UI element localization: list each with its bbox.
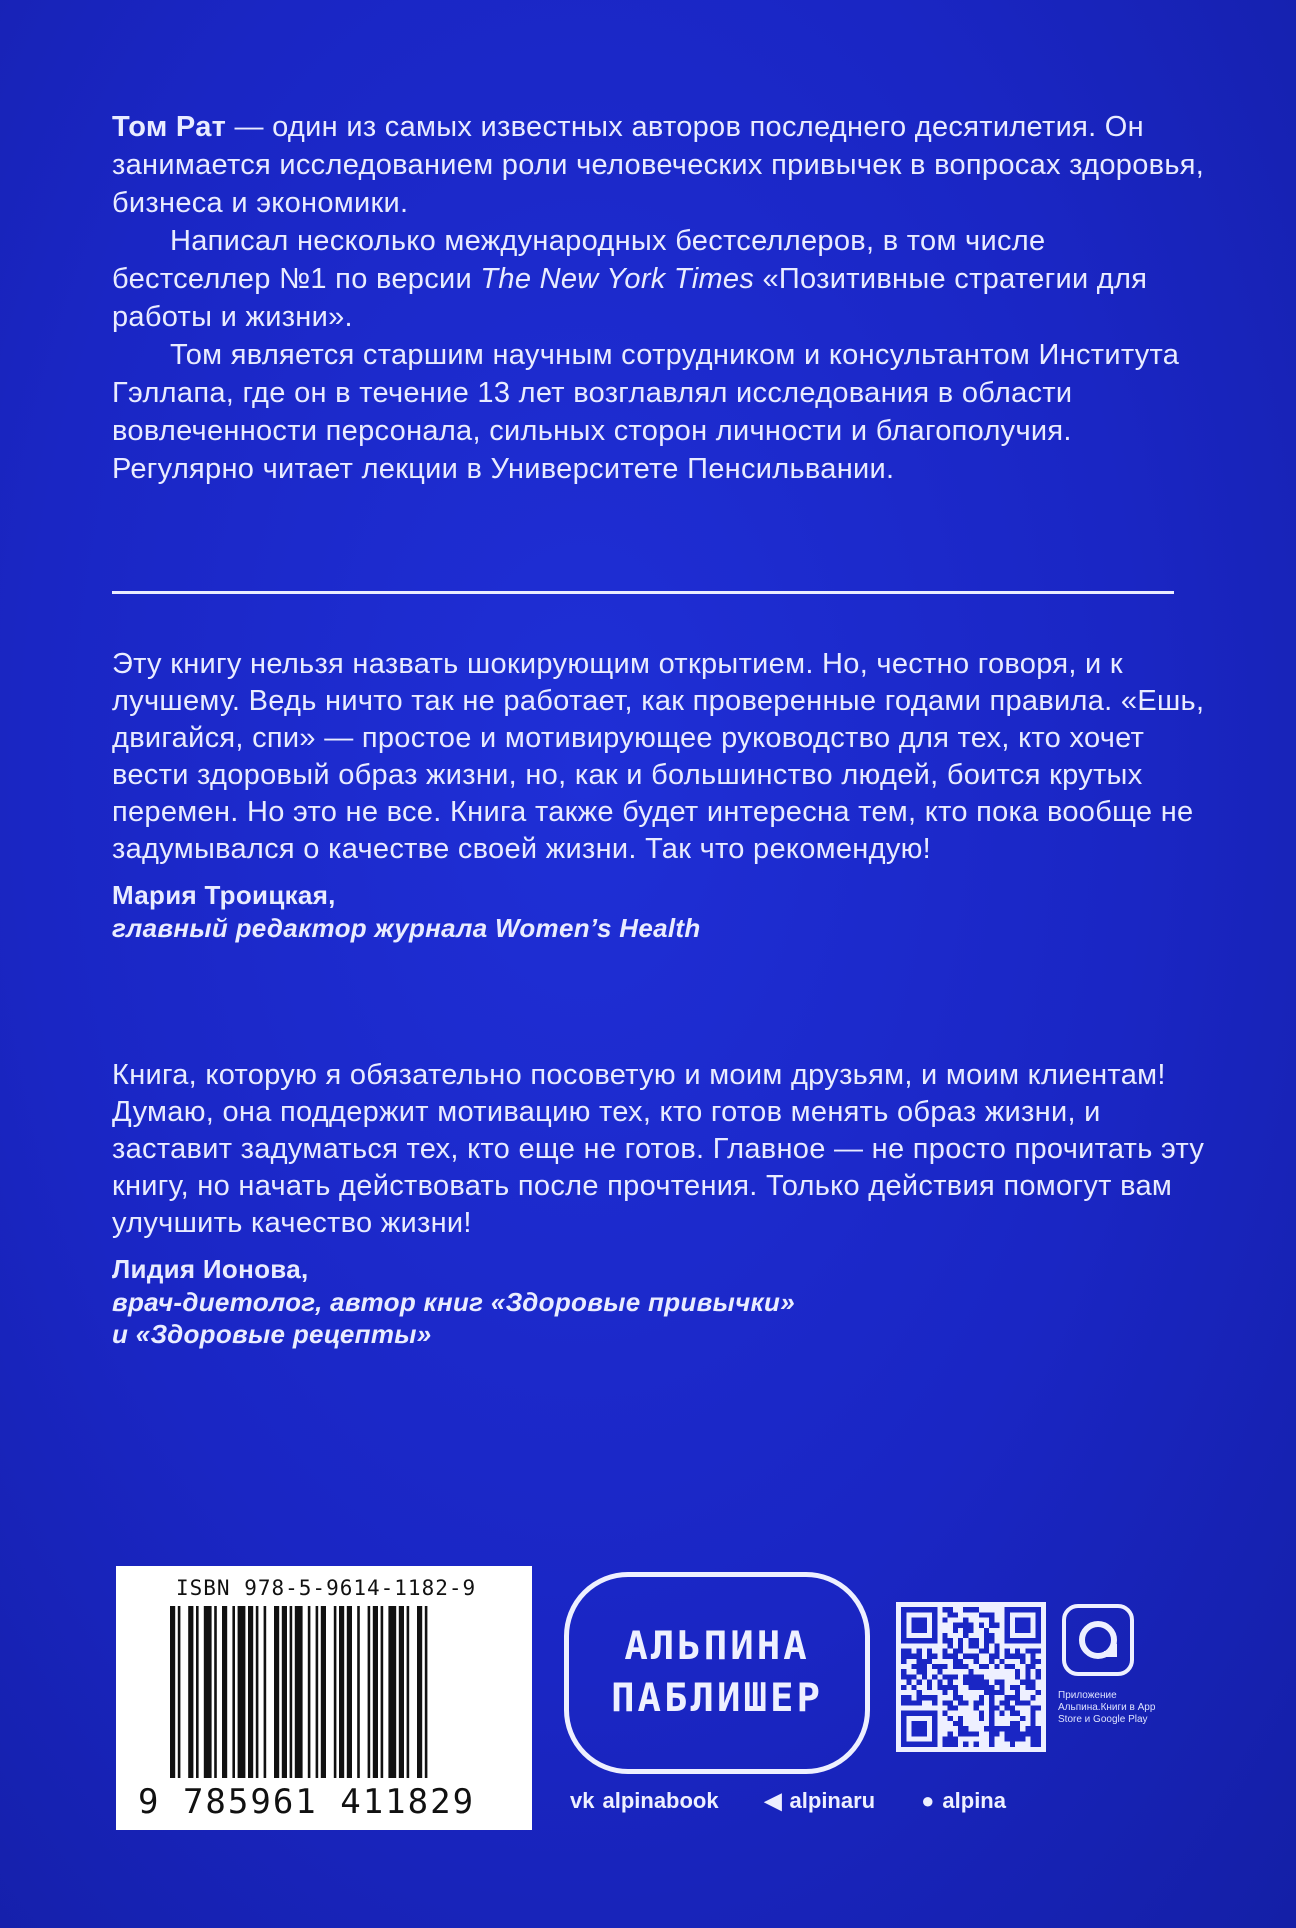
barcode-digits: 9 785961 411829 [138,1782,476,1822]
telegram-icon: ◀ [764,1788,782,1813]
bio-paragraph-2 [112,222,1212,336]
review-1 [112,646,1212,944]
social-vk[interactable] [570,1788,719,1814]
author-name: Том Рат [112,111,227,143]
isbn-barcode [116,1566,532,1830]
publisher-logo [564,1572,870,1774]
author-bio [112,108,1212,488]
publisher-logo-line-1: АЛЬПИНА [624,1624,810,1669]
bio-p2-italic: The New York Times [480,263,755,295]
bio-paragraph-4: Регулярно читает лекции в Университете Пенсильвании. [112,453,895,485]
alpina-app-icon [1074,1616,1122,1664]
bio-p2-after: «Позитивные стратегии для работы и жизни». [112,263,1148,333]
ok-icon: ● [921,1788,935,1813]
app-caption: Приложение Альпина.Книги в App Store и Google Play [1058,1690,1156,1725]
publisher-logo-line-2: ПАБЛИШЕР [611,1676,823,1721]
bio-paragraph-3: Том является старшим научным сотрудником и консультантом Института Гэллапа, где он в течение 13 лет возглавлял исследования в области вовлеченности персонала, сильных сторон личности и благополучия. [112,339,1180,447]
social-vk-label: alpinabook [602,1788,719,1813]
review-1-text: Эту книгу нельзя назвать шокирующим открытием. Но, честно говоря, и к лучшему. Ведь ничто так не работает, как проверенные годами правила. «Ешь, двигайся, спи» — простое и мотивирующее руководство для тех, кто хочет вести здоровый образ жизни, но, как и большинство людей, боится крутых перемен. Но это не все. Книга также будет интересна тем, кто пока вообще не задумывался о качестве своей жизни. Так что рекомендую! [112,648,1205,865]
review-2-author: Лидия Ионова, [112,1254,309,1284]
vk-icon: vk [570,1788,595,1813]
barcode-bars [170,1606,520,1792]
app-icon [1062,1604,1134,1676]
review-1-role: главный редактор журнала Women’s Health [112,913,701,943]
bio-p2-before: Написал несколько международных бестселлеров, в том числе бестселлер №1 по версии [112,225,1046,295]
isbn-number: ISBN 978-5-9614-1182-9 [176,1576,477,1600]
bio-paragraph-1 [112,108,1212,222]
social-telegram[interactable] [765,1788,876,1814]
review-2 [112,1057,1212,1350]
review-2-role-line1: врач-диетолог, автор книг «Здоровые привычки» [112,1287,795,1317]
social-links [570,1788,1006,1814]
social-ok[interactable] [921,1788,1006,1814]
bio-line1-rest: — один из самых известных авторов последнего десятилетия. Он занимается исследованием роли человеческих привычек в вопросах здоровья, бизнеса и экономики. [112,111,1205,219]
review-2-role-line2: и «Здоровые рецепты» [112,1319,432,1349]
social-telegram-label: alpinaru [789,1788,876,1813]
review-2-text: Книга, которую я обязательно посоветую и моим друзьям, и моим клиентам! Думаю, она поддержит мотивацию тех, кто готов менять образ жизни, и заставит задуматься тех, кто еще не готов. Главное — не просто прочитать эту книгу, но начать действовать после прочтения. Только действия помогут вам улучшить качество жизни! [112,1059,1205,1239]
qr-code [896,1602,1046,1752]
review-1-author: Мария Троицкая, [112,880,336,910]
social-ok-label: alpina [942,1788,1006,1813]
divider-line [112,591,1174,594]
